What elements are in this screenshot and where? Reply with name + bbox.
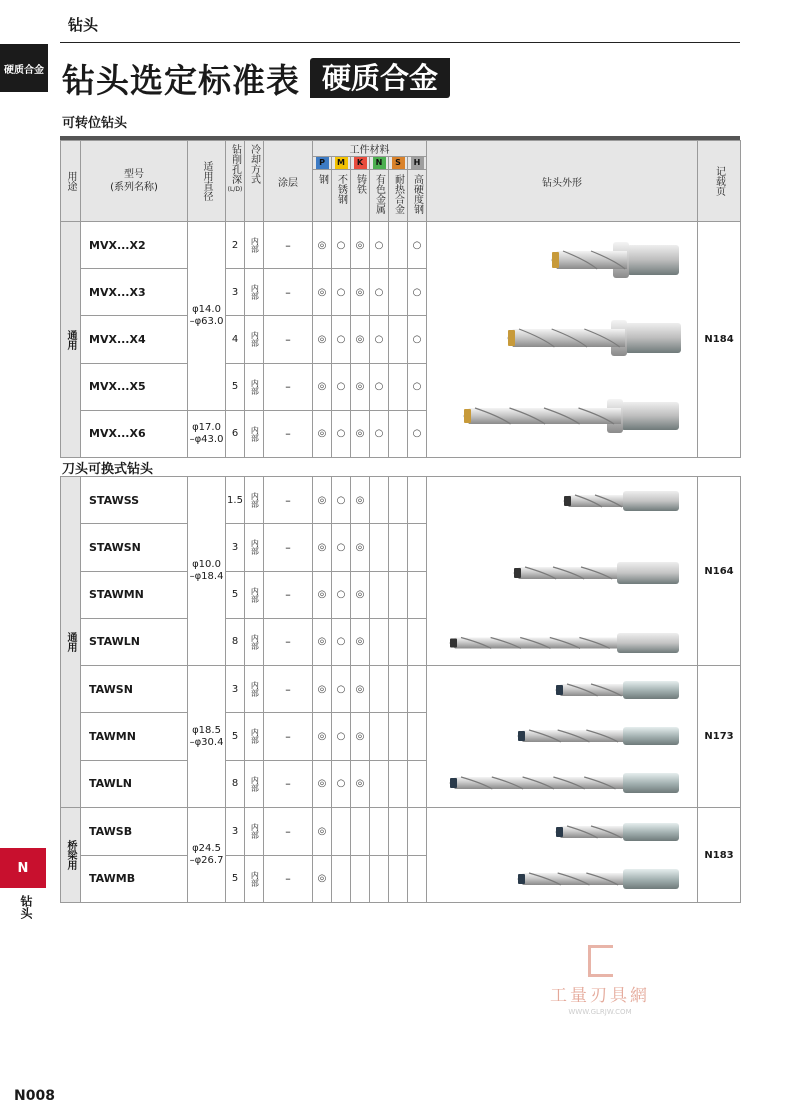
suitability-mark: ◎ xyxy=(351,363,370,410)
suitability-mark xyxy=(408,618,427,665)
model-name[interactable]: TAWSN xyxy=(81,666,188,713)
suitability-mark: ○ xyxy=(332,410,351,457)
coating: – xyxy=(264,713,313,760)
suitability-mark: ○ xyxy=(408,410,427,457)
cooling-type: 内部 xyxy=(245,760,264,807)
title-main: 钻头选定标准表 xyxy=(62,60,300,100)
cooling-type: 内部 xyxy=(245,571,264,618)
suitability-mark: ◎ xyxy=(351,316,370,363)
hdr-depth: 钻削孔深 (L/D) xyxy=(226,141,245,222)
suitability-mark: ○ xyxy=(332,524,351,571)
diameter-range: φ17.0 –φ43.0 xyxy=(188,410,226,457)
suitability-mark xyxy=(332,855,351,903)
table-row xyxy=(61,808,741,856)
hole-depth: 2 xyxy=(226,222,245,269)
model-name[interactable]: STAWMN xyxy=(81,571,188,618)
suitability-mark xyxy=(389,808,408,856)
cooling-type: 内部 xyxy=(245,524,264,571)
hole-depth: 8 xyxy=(226,618,245,665)
suitability-mark xyxy=(370,808,389,856)
cooling-type: 内部 xyxy=(245,855,264,903)
model-name[interactable]: TAWSB xyxy=(81,808,188,856)
cooling-type: 内部 xyxy=(245,222,264,269)
watermark xyxy=(540,945,660,1016)
page-number: N008 xyxy=(14,1088,55,1104)
model-name[interactable]: TAWMN xyxy=(81,713,188,760)
suitability-mark: ◎ xyxy=(313,222,332,269)
suitability-mark xyxy=(389,760,408,807)
suitability-mark: ○ xyxy=(332,571,351,618)
suitability-mark xyxy=(332,808,351,856)
suitability-mark: ○ xyxy=(332,363,351,410)
section-exchangeable: 刀头可换式钻头 xyxy=(62,462,154,477)
hdr-work-material: 工件材料 xyxy=(313,141,427,157)
suitability-mark xyxy=(370,477,389,524)
page-title xyxy=(62,55,450,101)
suitability-mark: ◎ xyxy=(351,618,370,665)
drill-image-icon xyxy=(555,678,679,702)
suitability-mark: ◎ xyxy=(351,524,370,571)
suitability-mark: ◎ xyxy=(313,760,332,807)
suitability-mark xyxy=(389,363,408,410)
drill-image-icon xyxy=(449,631,679,655)
coating: – xyxy=(264,571,313,618)
model-name[interactable]: STAWSS xyxy=(81,477,188,524)
cooling-type: 内部 xyxy=(245,410,264,457)
suitability-mark xyxy=(389,713,408,760)
suitability-mark xyxy=(389,222,408,269)
hdr-model: 型号 (系列名称) xyxy=(81,141,188,222)
suitability-mark: ○ xyxy=(332,269,351,316)
group-use-bridge: 桥梁用 xyxy=(61,808,81,903)
suitability-mark: ◎ xyxy=(313,363,332,410)
chapter-tab[interactable]: N xyxy=(0,848,46,888)
model-name[interactable]: MVX...X5 xyxy=(81,363,188,410)
group-use-general: 通用 xyxy=(61,477,81,808)
suitability-mark: ○ xyxy=(408,222,427,269)
suitability-mark xyxy=(351,808,370,856)
coating: – xyxy=(264,269,313,316)
suitability-mark: ○ xyxy=(370,269,389,316)
watermark-url: WWW.GLRJW.COM xyxy=(568,1008,632,1016)
mat-code-M: M xyxy=(332,157,351,170)
hdr-coating: 涂层 xyxy=(264,141,313,222)
hdr-use: 用途 xyxy=(61,141,81,222)
drill-image-icon xyxy=(563,489,679,513)
table-row xyxy=(61,666,741,713)
suitability-mark: ○ xyxy=(370,363,389,410)
suitability-mark: ◎ xyxy=(351,666,370,713)
hdr-cooling: 冷却方式 xyxy=(245,141,264,222)
suitability-mark: ○ xyxy=(408,363,427,410)
cooling-type: 内部 xyxy=(245,363,264,410)
cooling-type: 内部 xyxy=(245,269,264,316)
hole-depth: 6 xyxy=(226,410,245,457)
drill-image-icon xyxy=(513,560,679,586)
model-name[interactable]: TAWLN xyxy=(81,760,188,807)
model-name[interactable]: STAWSN xyxy=(81,524,188,571)
page-reference[interactable]: N164 xyxy=(698,477,741,666)
coating: – xyxy=(264,618,313,665)
hole-depth: 3 xyxy=(226,524,245,571)
hole-depth: 1.5 xyxy=(226,477,245,524)
suitability-mark: ○ xyxy=(332,477,351,524)
suitability-mark: ○ xyxy=(332,666,351,713)
suitability-mark: ○ xyxy=(332,713,351,760)
coating: – xyxy=(264,855,313,903)
suitability-mark xyxy=(389,571,408,618)
hdr-page: 记载页 xyxy=(698,141,741,222)
suitability-mark xyxy=(389,666,408,713)
hole-depth: 5 xyxy=(226,363,245,410)
suitability-mark: ◎ xyxy=(313,618,332,665)
suitability-mark xyxy=(408,524,427,571)
drill-image-icon xyxy=(463,398,679,434)
hole-depth: 5 xyxy=(226,855,245,903)
drill-image-icon xyxy=(507,318,681,358)
suitability-mark: ◎ xyxy=(313,808,332,856)
coating: – xyxy=(264,524,313,571)
suitability-mark xyxy=(408,713,427,760)
model-name[interactable]: STAWLN xyxy=(81,618,188,665)
drill-shape-cell xyxy=(427,477,698,666)
suitability-mark xyxy=(389,618,408,665)
drill-image-icon xyxy=(517,724,679,748)
suitability-mark: ◎ xyxy=(351,760,370,807)
model-name[interactable]: MVX...X2 xyxy=(81,222,188,269)
diameter-range: φ18.5 –φ30.4 xyxy=(188,666,226,808)
cooling-type: 内部 xyxy=(245,666,264,713)
section-indexable: 可转位钻头 xyxy=(62,116,128,131)
suitability-mark xyxy=(389,855,408,903)
hdr-diameter: 适用直径 xyxy=(188,141,226,222)
suitability-mark: ◎ xyxy=(351,477,370,524)
model-name[interactable]: MVX...X3 xyxy=(81,269,188,316)
suitability-mark xyxy=(389,410,408,457)
model-name[interactable]: TAWMB xyxy=(81,855,188,903)
title-badge: 硬质合金 xyxy=(310,58,450,98)
coating: – xyxy=(264,410,313,457)
header-rule xyxy=(60,42,740,43)
suitability-mark: ◎ xyxy=(313,269,332,316)
suitability-mark: ◎ xyxy=(351,713,370,760)
watermark-title: 工量刃具網 xyxy=(550,986,650,1006)
mat-name-H: 高硬度钢 xyxy=(408,170,427,222)
suitability-mark xyxy=(370,760,389,807)
suitability-mark xyxy=(408,666,427,713)
coating: – xyxy=(264,363,313,410)
drill-shape-cell xyxy=(427,808,698,903)
suitability-mark: ◎ xyxy=(313,410,332,457)
hole-depth: 4 xyxy=(226,316,245,363)
suitability-mark xyxy=(370,855,389,903)
suitability-mark: ○ xyxy=(370,410,389,457)
coating: – xyxy=(264,222,313,269)
hole-depth: 3 xyxy=(226,666,245,713)
page-reference[interactable]: N173 xyxy=(698,666,741,808)
cooling-type: 内部 xyxy=(245,713,264,760)
suitability-mark: ◎ xyxy=(313,316,332,363)
suitability-mark: ◎ xyxy=(313,571,332,618)
suitability-mark: ○ xyxy=(332,316,351,363)
mat-name-S: 耐热合金 xyxy=(389,170,408,222)
mat-name-K: 铸铁 xyxy=(351,170,370,222)
group-use-general: 通用 xyxy=(61,222,81,458)
diameter-range: φ10.0 –φ18.4 xyxy=(188,477,226,666)
suitability-mark xyxy=(370,571,389,618)
coating: – xyxy=(264,808,313,856)
suitability-mark xyxy=(370,666,389,713)
drill-image-icon xyxy=(449,770,679,796)
mat-code-S: S xyxy=(389,157,408,170)
chapter-name: 钻头 xyxy=(19,895,33,919)
watermark-logo-icon xyxy=(588,945,613,977)
suitability-mark: ◎ xyxy=(313,666,332,713)
drill-shape-cell xyxy=(427,666,698,808)
coating: – xyxy=(264,477,313,524)
mat-name-N: 有色金属 xyxy=(370,170,389,222)
cooling-type: 内部 xyxy=(245,477,264,524)
mat-code-H: H xyxy=(408,157,427,170)
side-tab-carbide[interactable]: 硬质合金 xyxy=(0,44,48,92)
suitability-mark xyxy=(389,477,408,524)
suitability-mark xyxy=(370,524,389,571)
suitability-mark xyxy=(408,477,427,524)
suitability-mark xyxy=(408,855,427,903)
suitability-mark: ○ xyxy=(408,316,427,363)
coating: – xyxy=(264,316,313,363)
drill-shape-cell xyxy=(427,222,698,458)
suitability-mark: ◎ xyxy=(313,477,332,524)
suitability-mark xyxy=(351,855,370,903)
drill-image-icon xyxy=(551,242,679,278)
hole-depth: 3 xyxy=(226,269,245,316)
suitability-mark: ◎ xyxy=(313,855,332,903)
suitability-mark: ○ xyxy=(332,222,351,269)
mat-code-K: K xyxy=(351,157,370,170)
suitability-mark: ◎ xyxy=(313,524,332,571)
cooling-type: 内部 xyxy=(245,808,264,856)
suitability-mark: ○ xyxy=(370,316,389,363)
model-name[interactable]: MVX...X6 xyxy=(81,410,188,457)
hole-depth: 8 xyxy=(226,760,245,807)
cooling-type: 内部 xyxy=(245,316,264,363)
suitability-mark xyxy=(389,269,408,316)
suitability-mark: ○ xyxy=(408,269,427,316)
hole-depth: 3 xyxy=(226,808,245,856)
suitability-mark xyxy=(370,618,389,665)
table-row xyxy=(61,222,741,269)
suitability-mark: ○ xyxy=(332,618,351,665)
hole-depth: 5 xyxy=(226,713,245,760)
page-reference[interactable]: N184 xyxy=(698,222,741,458)
suitability-mark xyxy=(389,316,408,363)
drill-image-icon xyxy=(517,867,679,891)
coating: – xyxy=(264,666,313,713)
suitability-mark: ○ xyxy=(332,760,351,807)
mat-name-M: 不锈钢 xyxy=(332,170,351,222)
suitability-mark xyxy=(408,760,427,807)
mat-code-N: N xyxy=(370,157,389,170)
diameter-range: φ14.0 –φ63.0 xyxy=(188,222,226,411)
suitability-mark: ◎ xyxy=(351,269,370,316)
suitability-mark xyxy=(408,808,427,856)
mat-name-P: 钢 xyxy=(313,170,332,222)
suitability-mark: ◎ xyxy=(351,410,370,457)
drill-image-icon xyxy=(555,820,679,844)
table-row xyxy=(61,477,741,524)
suitability-mark xyxy=(370,713,389,760)
exchangeable-table xyxy=(60,476,741,903)
suitability-mark: ◎ xyxy=(313,713,332,760)
header-category: 钻头 xyxy=(68,16,99,34)
diameter-range: φ24.5 –φ26.7 xyxy=(188,808,226,903)
suitability-mark xyxy=(389,524,408,571)
cooling-type: 内部 xyxy=(245,618,264,665)
page-reference[interactable]: N183 xyxy=(698,808,741,903)
suitability-mark: ◎ xyxy=(351,222,370,269)
hole-depth: 5 xyxy=(226,571,245,618)
mat-code-P: P xyxy=(313,157,332,170)
suitability-mark: ○ xyxy=(370,222,389,269)
suitability-mark xyxy=(408,571,427,618)
hdr-shape: 钻头外形 xyxy=(427,141,698,222)
indexable-table xyxy=(60,140,741,458)
model-name[interactable]: MVX...X4 xyxy=(81,316,188,363)
suitability-mark: ◎ xyxy=(351,571,370,618)
coating: – xyxy=(264,760,313,807)
